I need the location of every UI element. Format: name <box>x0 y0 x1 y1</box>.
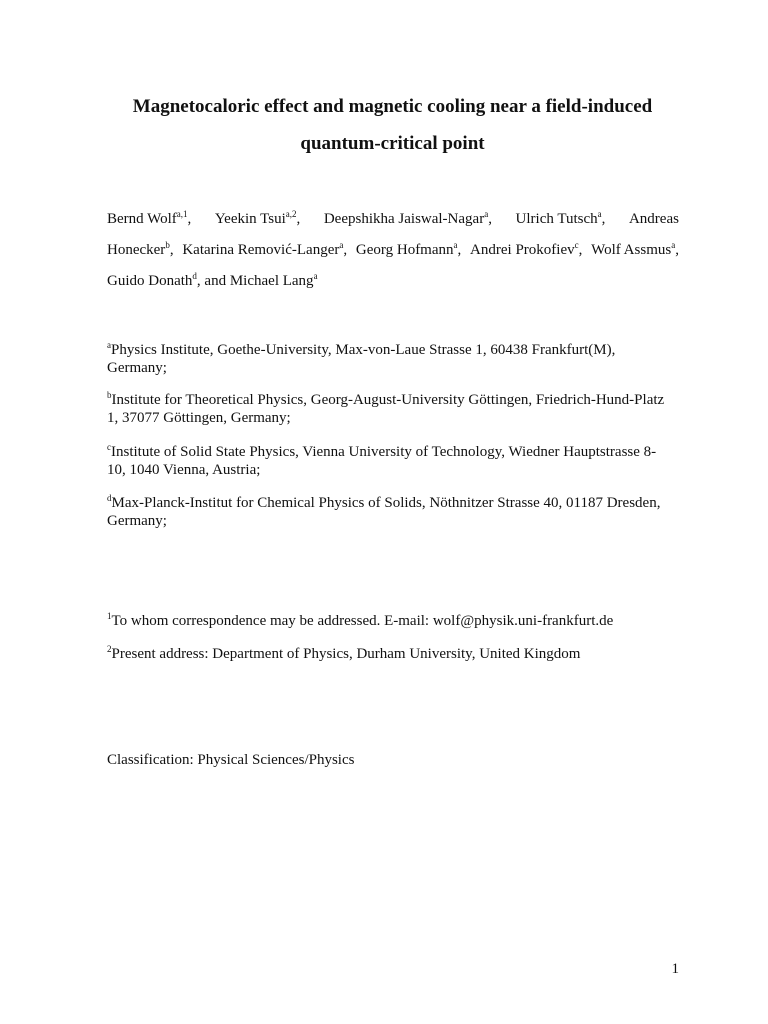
author: Yeekin Tsui$^{a,2}$, <box>214 209 301 227</box>
footnote-1: $^1$To whom correspondence may be addressed. E-mail: wolf@physik.uni-frankfurt.de <box>107 611 614 629</box>
author: Ulrich Tutsch$^a$, <box>515 209 606 227</box>
author: Deepshikha Jaiswal-Nagar$^a$, <box>323 209 492 227</box>
author: Andrei Prokofiev$^c$, <box>470 240 583 258</box>
paper-title <box>90 88 695 162</box>
affiliation-c: $^c$Institute of Solid State Physics, Vienna University of Technology, Wiedner Hauptstrasse 8- 10, 1040 Vienna, Austria; <box>107 442 657 478</box>
footnote-2: $^2$Present address: Department of Physics, Durham University, United Kingdom <box>107 644 581 662</box>
author: Honecker$^b$, <box>107 240 174 258</box>
author-list <box>107 204 679 297</box>
author-line-2 <box>107 235 679 266</box>
author: Wolf Assmus$^a$, <box>591 240 679 258</box>
author: Andreas <box>628 211 679 227</box>
author: Katarina Remović-Langer$^a$, <box>182 240 348 258</box>
classification: Classification: Physical Sciences/Physics <box>107 752 355 768</box>
affiliation-d: $^d$Max-Planck-Institut for Chemical Physics of Solids, Nöthnitzer Strasse 40, 01187 Dresden, Germany; <box>107 493 661 529</box>
author-line-3 <box>107 266 679 297</box>
author: Bernd Wolf$^{a,1}$, <box>107 209 192 227</box>
author-line-1 <box>107 204 679 235</box>
affiliation-b: $^b$Institute for Theoretical Physics, Georg-August-University Göttingen, Friedrich-Hund-Platz 1, 37077 Göttingen, Germany; <box>107 390 665 426</box>
affiliation-a: $^a$Physics Institute, Goethe-University, Max-von-Laue Strasse 1, 60438 Frankfurt(M), Germany; <box>107 340 616 376</box>
title-line-1: Magnetocaloric effect and magnetic cooling near a field-induced <box>132 96 653 117</box>
title-line-2: quantum-critical point <box>300 133 485 154</box>
author: Michael Lang$^a$ <box>229 271 318 289</box>
author: Georg Hofmann$^a$, <box>355 240 462 258</box>
page-number: 1 <box>671 961 679 977</box>
author: Guido Donath$^d$, and <box>107 271 227 289</box>
